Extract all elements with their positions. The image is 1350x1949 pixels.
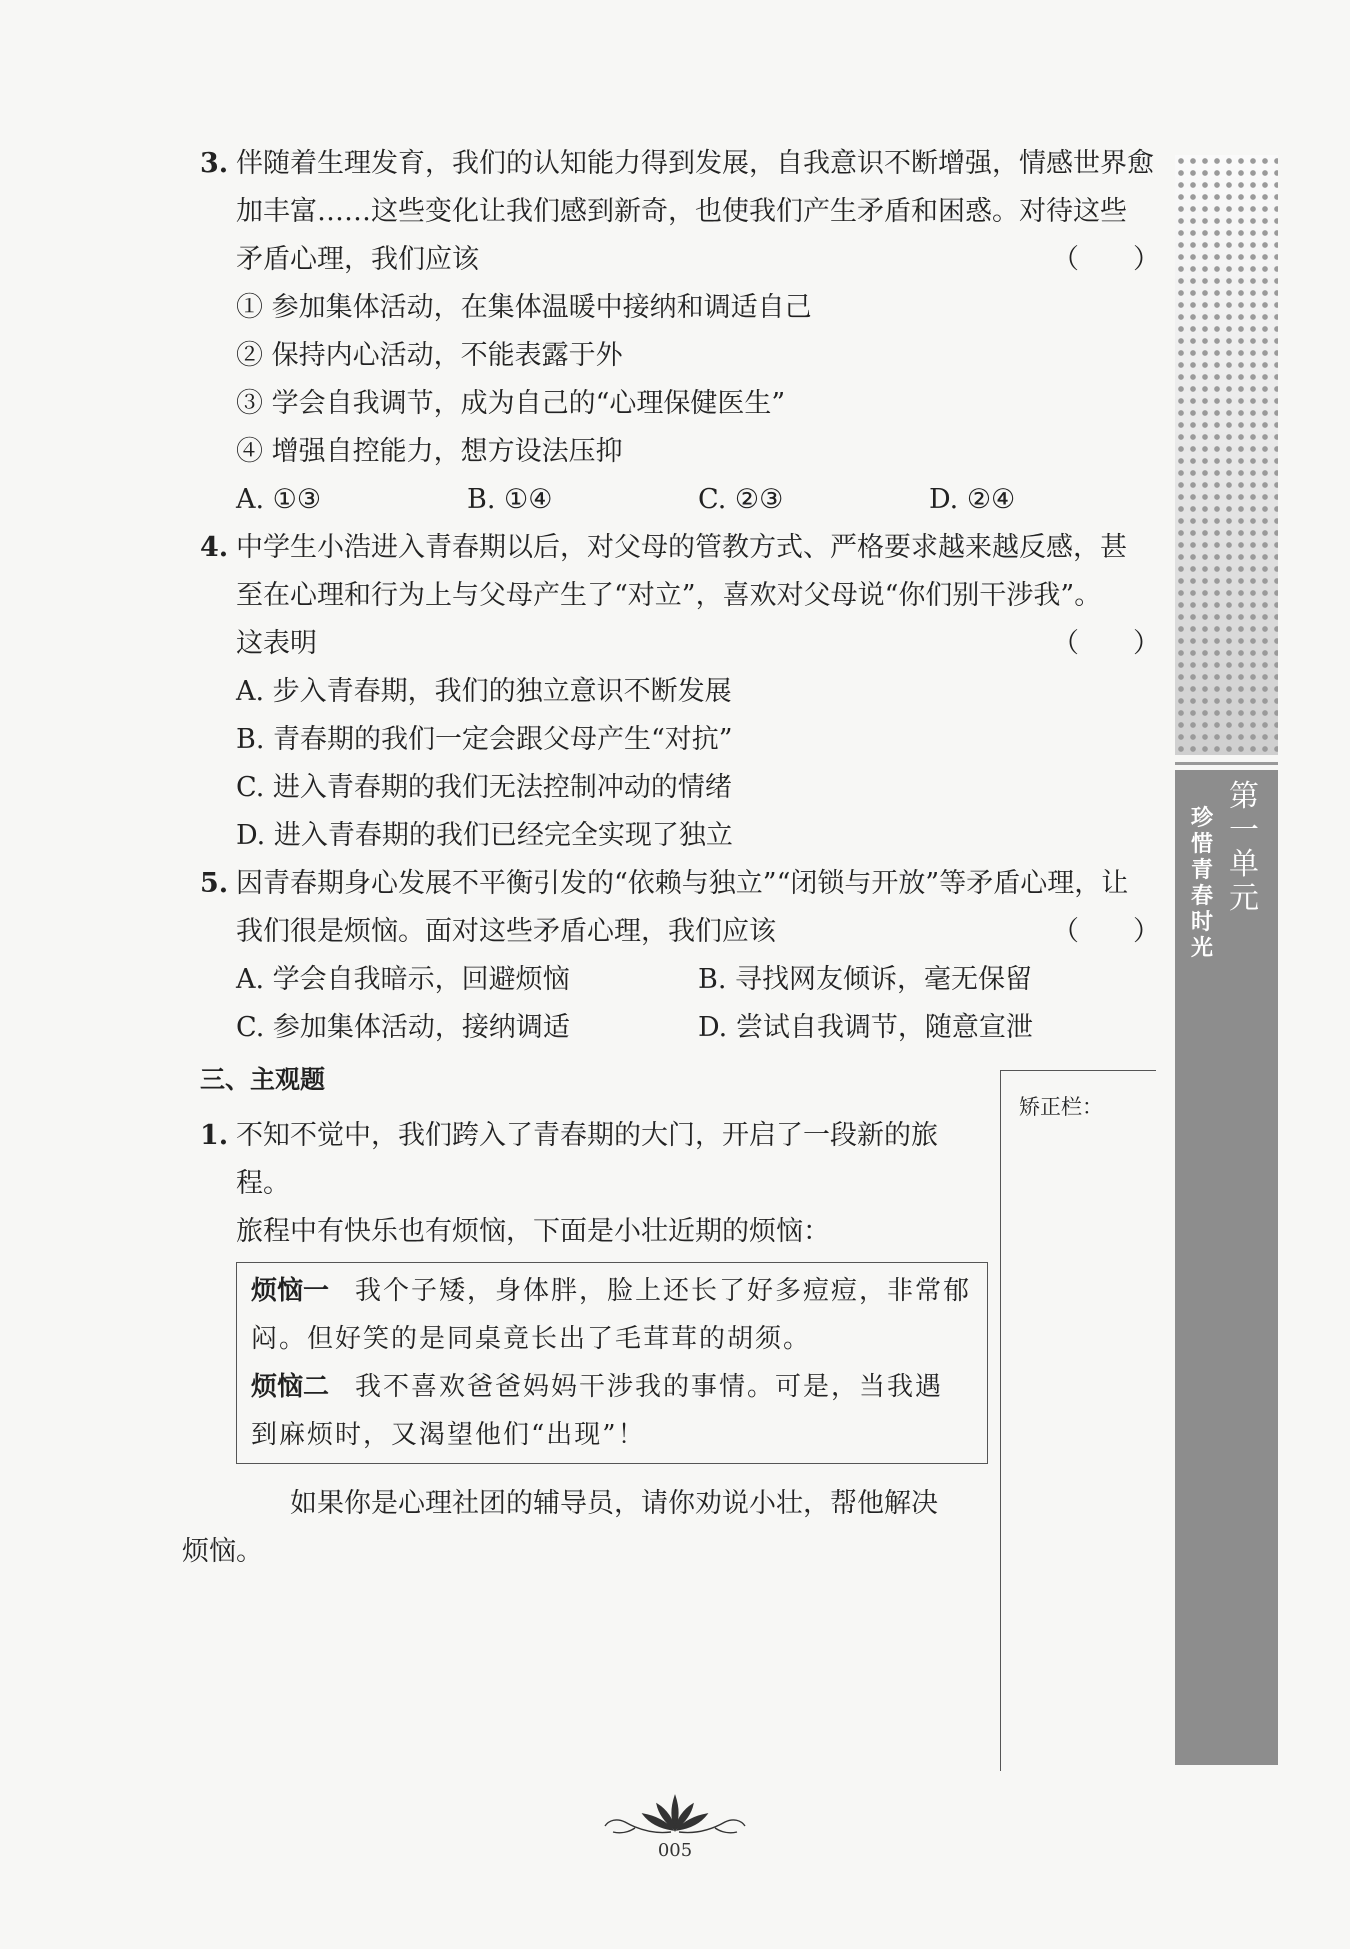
unit-title: 珍惜青春时光	[1190, 806, 1213, 961]
option-a[interactable]: A. 学会自我暗示，回避烦恼	[236, 964, 570, 995]
correction-label: 矫正栏：	[1019, 1095, 1103, 1119]
worry-box	[236, 1262, 988, 1464]
option-b[interactable]: B. ①④	[467, 484, 553, 515]
question-number: 3.	[200, 148, 229, 179]
question-number: 5.	[200, 868, 229, 899]
answer-bracket[interactable]: （ ）	[1052, 244, 1160, 275]
stem-line-last	[236, 908, 1160, 956]
worry-1	[251, 1267, 973, 1315]
answer-bracket[interactable]: （ ）	[1052, 916, 1160, 947]
worry-2	[251, 1363, 973, 1411]
question-3	[200, 140, 1160, 284]
answer-bracket[interactable]: （ ）	[1052, 628, 1160, 659]
worry-text: 到麻烦时，又渴望他们“出现”！	[251, 1420, 646, 1450]
stem-line: 至在心理和行为上与父母产生了“对立”，喜欢对父母说“你们别干涉我”。	[236, 580, 1102, 611]
question-number: 4.	[200, 532, 229, 563]
side-divider	[1175, 762, 1278, 765]
option-d[interactable]: D. ②④	[929, 484, 1016, 515]
page-number: 005	[657, 1840, 693, 1861]
stem-line: 加丰富……这些变化让我们感到新奇，也使我们产生矛盾和困惑。对待这些	[236, 196, 1127, 227]
option-d[interactable]: D. 尝试自我调节，随意宣泄	[698, 1012, 1033, 1043]
question-number: 1.	[200, 1120, 229, 1151]
option-c[interactable]: C. 参加集体活动，接纳调适	[236, 1012, 570, 1043]
task-prompt	[182, 1480, 960, 1576]
correction-column[interactable]	[1000, 1070, 1156, 1771]
stem-line: 这表明	[236, 628, 317, 659]
option-d[interactable]: D. 进入青春期的我们已经完全实现了独立	[236, 820, 733, 851]
stem-line: 中学生小浩进入青春期以后，对父母的管教方式、严格要求越来越反感，甚	[236, 532, 1127, 563]
task-line: 如果你是心理社团的辅导员，请你劝说小壮，帮他解决	[290, 1488, 938, 1519]
question-5	[200, 860, 1160, 956]
statement-item: ① 参加集体活动，在集体温暖中接纳和调适自己	[236, 292, 812, 323]
worry-text: 我不喜欢爸爸妈妈干涉我的事情。可是，当我遇	[355, 1372, 944, 1402]
leaf-ornament-icon	[595, 1790, 755, 1840]
question-4	[200, 524, 1160, 668]
worry-label: 烦恼一	[251, 1276, 330, 1306]
stem-line: 不知不觉中，我们跨入了青春期的大门，开启了一段新的旅程。	[236, 1120, 938, 1199]
side-dot-pattern	[1175, 155, 1278, 755]
worry-label: 烦恼二	[251, 1372, 330, 1402]
statement-item: ④ 增强自控能力，想方设法压抑	[236, 436, 623, 467]
stem-line: 因青春期身心发展不平衡引发的“依赖与独立”“闭锁与开放”等矛盾心理，让	[236, 868, 1129, 899]
section-heading: 三、主观题	[200, 1065, 326, 1094]
stem-line-last	[236, 620, 1160, 668]
task-line: 烦恼。	[182, 1536, 263, 1567]
option-b[interactable]: B. 青春期的我们一定会跟父母产生“对抗”	[236, 724, 733, 755]
option-c[interactable]: C. ②③	[698, 484, 784, 515]
option-row	[200, 1004, 1160, 1052]
stem-line: 伴随着生理发育，我们的认知能力得到发展，自我意识不断增强，情感世界愈	[236, 148, 1154, 179]
option-a[interactable]: A. 步入青春期，我们的独立意识不断发展	[236, 676, 732, 707]
option-b[interactable]: B. 寻找网友倾诉，毫无保留	[698, 964, 1033, 995]
worry-text: 我个子矮，身体胖，脸上还长了好多痘痘，非常郁	[355, 1276, 972, 1306]
stem-line: 旅程中有快乐也有烦恼，下面是小壮近期的烦恼：	[236, 1216, 830, 1247]
statement-item: ② 保持内心活动，不能表露于外	[236, 340, 623, 371]
question-stem	[200, 1112, 960, 1256]
unit-label: 第一单元	[1229, 779, 1259, 916]
option-row	[200, 956, 1160, 1004]
stem-line: 矛盾心理，我们应该	[236, 244, 479, 275]
worry-text: 闷。但好笑的是同桌竟长出了毛茸茸的胡须。	[251, 1324, 812, 1354]
option-row	[200, 476, 1160, 524]
option-c[interactable]: C. 进入青春期的我们无法控制冲动的情绪	[236, 772, 732, 803]
statement-item: ③ 学会自我调节，成为自己的“心理保健医生”	[236, 388, 786, 419]
subjective-question-1	[182, 1112, 972, 1576]
stem-line-last	[236, 236, 1160, 284]
objective-questions	[200, 140, 1160, 1104]
option-a[interactable]: A. ①③	[236, 484, 322, 515]
stem-line: 我们很是烦恼。面对这些矛盾心理，我们应该	[236, 916, 776, 947]
